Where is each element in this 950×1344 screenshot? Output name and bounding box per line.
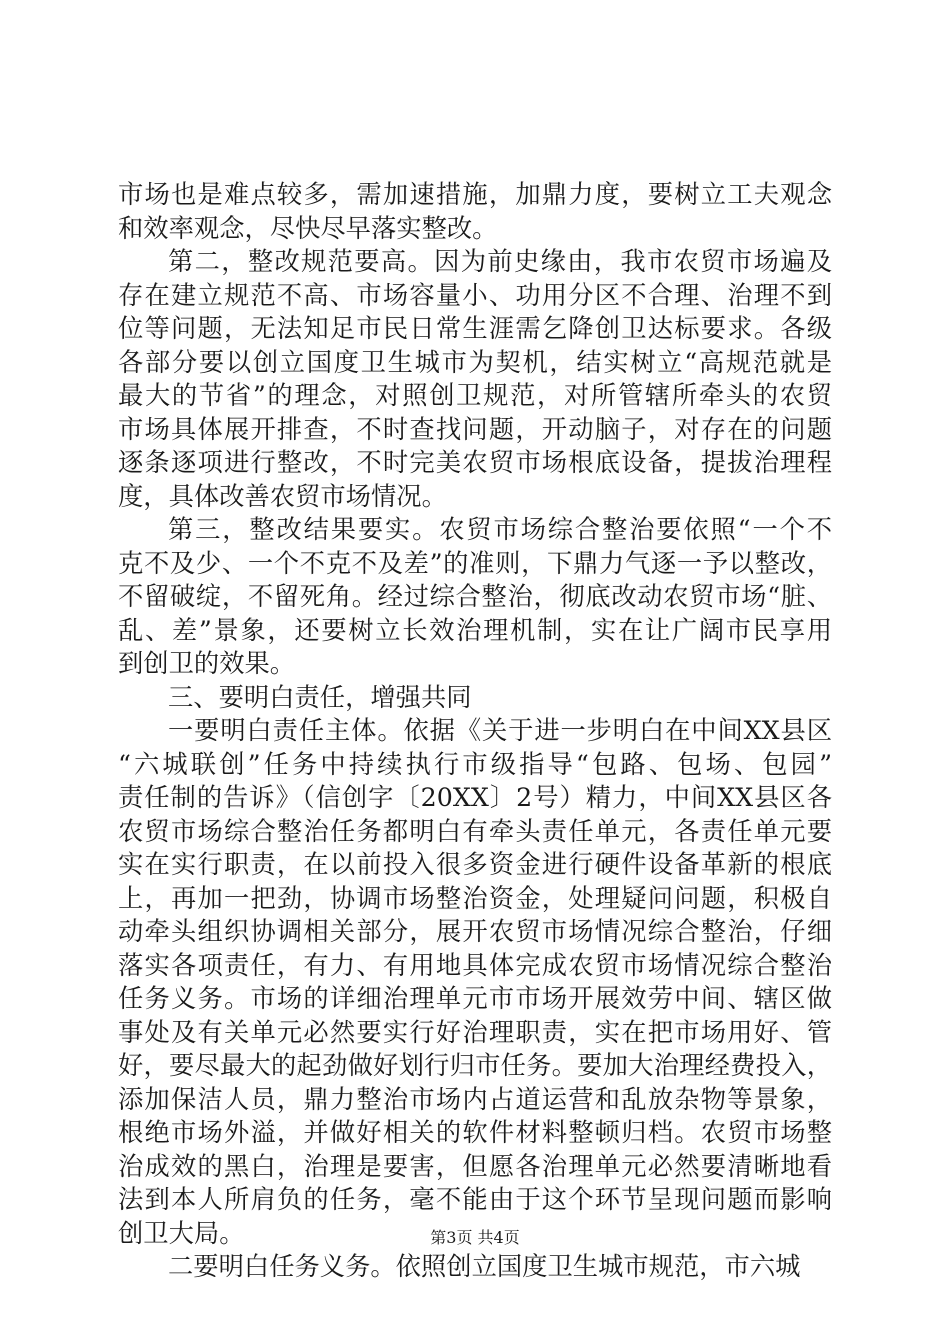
text-line: 事处及有关单元必然要实行好治理职责，实在把市场用好、管 [118,1017,832,1047]
text-line: 位等问题，无法知足市民日常生涯需乞降创卫达标要求。各级 [118,314,832,343]
text-line: 责任制的告诉》（信创字〔20XX〕2号）精力，中间XX县区各 [118,783,832,812]
text-line: 逐条逐项进行整改，不时完美农贸市场根底设备，提拔治理程 [118,448,832,477]
text-line: 添加保洁人员，鼎力整治市场内占道运营和乱放杂物等景象， [118,1084,832,1114]
text-line: 最大的节省”的理念，对照创卫规范，对所管辖所牵头的农贸 [118,381,832,410]
text-line: 任务义务。市场的详细治理单元市市场开展效劳中间、辖区做 [118,984,832,1013]
text-line: 落实各项责任，有力、有用地具体完成农贸市场情况综合整治 [118,950,832,980]
text-line: 第三，整改结果要实。农贸市场综合整治要依照“一个不 [168,515,832,544]
page-footer: 第3页 共4页 [430,1228,520,1247]
text-line: 创卫大局。 [118,1218,245,1248]
text-line: 第二，整改规范要高。因为前史缘由，我市农贸市场遍及 [168,247,832,276]
text-line: 克不及少、一个不克不及差”的准则，下鼎力气逐一予以整改， [118,548,832,578]
text-line: 到创卫的效果。 [118,649,296,678]
text-line: 各部分要以创立国度卫生城市为契机，结实树立“高规范就是 [118,347,832,377]
text-line: 存在建立规范不高、市场容量小、功用分区不合理、治理不到 [118,280,832,310]
paragraph [118,1250,832,1284]
paragraph [118,714,832,1250]
paragraph [118,513,832,681]
text-line: 三、要明白责任，增强共同 [168,682,472,712]
text-line: 农贸市场综合整治任务都明白有牵头责任单元，各责任单元要 [118,816,832,846]
text-line: 乱、差”景象，还要树立长效治理机制，实在让广阔市民享用 [118,615,832,645]
text-line: 法到本人所肩负的任务，毫不能由于这个环节呈现问题而影响 [118,1185,832,1214]
paragraph [118,681,832,715]
text-line: 治成效的黑白，治理是要害，但愿各治理单元必然要清晰地看 [118,1151,832,1181]
text-line: 市场具体展开排查，不时查找问题，开动脑子，对存在的问题 [118,414,832,444]
text-line: 好，要尽最大的起劲做好划行归市任务。要加大治理经费投入， [118,1051,832,1080]
text-line: 根绝市场外溢，并做好相关的软件材料整顿归档。农贸市场整 [118,1118,832,1147]
text-line: 不留破绽，不留死角。经过综合整治，彻底改动农贸市场“脏、 [118,582,832,611]
paragraph [118,178,832,245]
paragraph [118,245,832,513]
text-line: 二要明白任务义务。依照创立国度卫生城市规范，市六城 [168,1252,801,1281]
text-line: 度，具体改善农贸市场情况。 [118,481,447,511]
text-line: 和效率观念，尽快尽早落实整改。 [118,213,498,243]
text-line: 一要明白责任主体。依据《关于进一步明白在中间XX县区 [168,716,832,745]
text-line: 市场也是难点较多，需加速措施，加鼎力度，要树立工夫观念 [118,180,832,209]
document-body [118,178,832,1284]
text-line: 实在实行职责，在以前投入很多资金进行硬件设备革新的根底 [118,850,832,879]
text-line: 动牵头组织协调相关部分，展开农贸市场情况综合整治，仔细 [118,917,832,946]
text-line: 上，再加一把劲，协调市场整治资金，处理疑问问题，积极自 [118,883,832,913]
text-line: “六城联创”任务中持续执行市级指导“包路、包场、包园” [118,749,832,779]
